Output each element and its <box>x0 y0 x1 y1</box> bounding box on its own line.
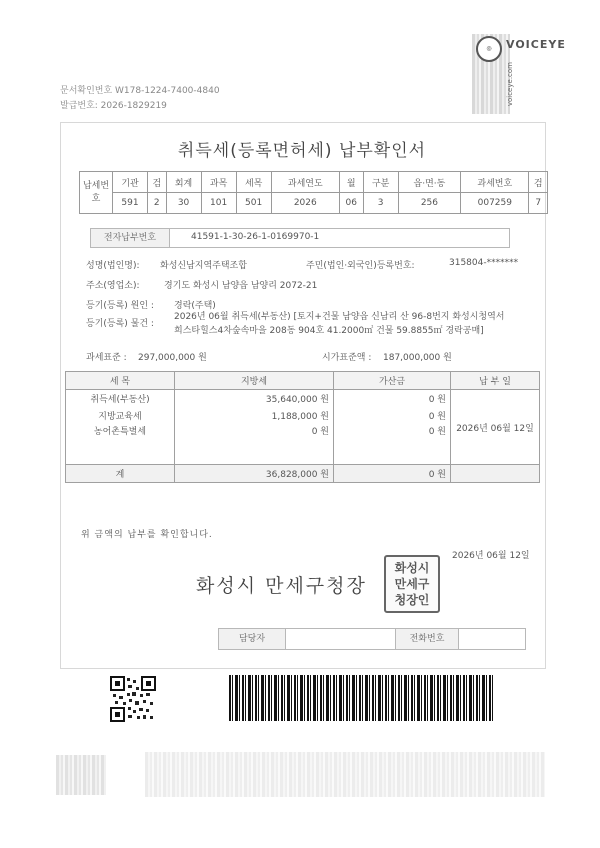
voiceye-logo-text: VOICEYE <box>506 38 566 51</box>
name-value: 화성신남지역주택조합 <box>160 261 247 271</box>
regno-value: 315804-******* <box>449 258 519 268</box>
value-category: 3 <box>363 193 398 214</box>
value-check-digit: 7 <box>529 193 548 214</box>
total-label: 계 <box>66 465 175 483</box>
cause-label: 등기(등록) 원인 : <box>86 301 154 311</box>
value-tax-no: 007259 <box>461 193 529 214</box>
epay-box <box>90 228 510 248</box>
col-additional: 가산금 <box>334 372 451 390</box>
blurred-strip <box>145 752 545 797</box>
value-tax-year: 2026 <box>271 193 339 214</box>
row-1-add: 0 원 <box>334 390 451 408</box>
confirm-text: 위 금액의 납부를 확인합니다. <box>81 530 213 540</box>
issuer-name: 화성시 만세구청장 <box>196 575 367 597</box>
value-tax-item: 501 <box>236 193 271 214</box>
object-line-1: 2026년 06월 취득세(부동산) [토지+건물 남양읍 신남리 산 96-8번지 화성시청역서 <box>174 312 505 322</box>
official-seal <box>384 555 440 613</box>
total-pay-date-empty <box>451 465 540 483</box>
object-line-2: 희스타힐스4차숲속마을 208동 904호 41.2000㎡ 건물 59.8855㎡ 경락공매] <box>174 326 484 336</box>
officer-label: 담당자 <box>219 629 286 649</box>
row-3-tax: 0 원 <box>175 424 334 465</box>
row-1-item: 취득세(부동산) <box>66 390 175 408</box>
cause-value: 경락(주택) <box>174 301 216 311</box>
pay-date: 2026년 06월 12일 <box>451 390 540 465</box>
row-3-add: 0 원 <box>334 424 451 465</box>
seal-line-2: 만세구 <box>394 577 430 591</box>
row-2-tax: 1,188,000 원 <box>175 407 334 424</box>
header-check: 검 <box>148 172 166 193</box>
market-value-label: 시가표준액 : <box>322 353 372 363</box>
qr-code <box>110 676 156 722</box>
phone-label: 전화번호 <box>395 629 459 649</box>
value-agency: 591 <box>113 193 148 214</box>
barcode <box>229 675 493 721</box>
col-local-tax: 지방세 <box>175 372 334 390</box>
header-district: 읍·면·동 <box>398 172 461 193</box>
document-confirm-number: 문서확인번호 W178-1224-7400-4840 <box>60 86 220 96</box>
header-check-digit: 검 <box>529 172 548 193</box>
seal-line-3: 청장인 <box>394 593 430 607</box>
row-1-tax: 35,640,000 원 <box>175 390 334 408</box>
name-label: 성명(법인명): <box>86 261 140 271</box>
object-label: 등기(등록) 물건 : <box>86 319 154 329</box>
col-pay-date: 납 부 일 <box>451 372 540 390</box>
epay-value: 41591-1-30-26-1-0169970-1 <box>191 232 320 242</box>
header-tax-item: 세목 <box>236 172 271 193</box>
address-value: 경기도 화성시 남양읍 남양리 2072-21 <box>164 281 318 291</box>
epay-label: 전자납부번호 <box>91 229 170 247</box>
issue-date: 2026년 06월 12일 <box>452 551 530 561</box>
total-add: 0 원 <box>334 465 451 483</box>
tax-number-table <box>79 171 548 214</box>
address-label: 주소(영업소): <box>86 281 140 291</box>
header-agency: 기관 <box>113 172 148 193</box>
contact-box <box>218 628 526 650</box>
payment-table <box>65 371 540 483</box>
seal-line-1: 화성시 <box>394 561 430 575</box>
value-subject: 101 <box>201 193 236 214</box>
value-accounting: 30 <box>166 193 201 214</box>
row-2-item: 지방교육세 <box>66 407 175 424</box>
voiceye-url: voiceye.com <box>506 62 514 107</box>
header-tax-no: 과세번호 <box>461 172 529 193</box>
value-district: 256 <box>398 193 461 214</box>
value-month: 06 <box>339 193 363 214</box>
value-check: 2 <box>148 193 166 214</box>
header-accounting: 회계 <box>166 172 201 193</box>
header-tax-year: 과세연도 <box>271 172 339 193</box>
tax-number-label: 납세번호 <box>80 172 113 214</box>
header-subject: 과목 <box>201 172 236 193</box>
row-3-item: 농어촌특별세 <box>66 424 175 465</box>
header-category: 구분 <box>363 172 398 193</box>
tax-base-label: 과세표준 : <box>86 353 127 363</box>
header-month: 월 <box>339 172 363 193</box>
col-tax-item: 세 목 <box>66 372 175 390</box>
tax-base-value: 297,000,000 원 <box>138 353 207 363</box>
voiceye-logo-icon: ◎ <box>476 36 502 62</box>
total-tax: 36,828,000 원 <box>175 465 334 483</box>
market-value: 187,000,000 원 <box>383 353 452 363</box>
document-title: 취득세(등록면허세) 납부확인서 <box>177 141 427 161</box>
row-2-add: 0 원 <box>334 407 451 424</box>
regno-label: 주민(법인·외국인)등록번호: <box>306 261 415 271</box>
blurred-mark <box>56 755 106 795</box>
issue-number: 발급번호: 2026-1829219 <box>60 101 167 111</box>
